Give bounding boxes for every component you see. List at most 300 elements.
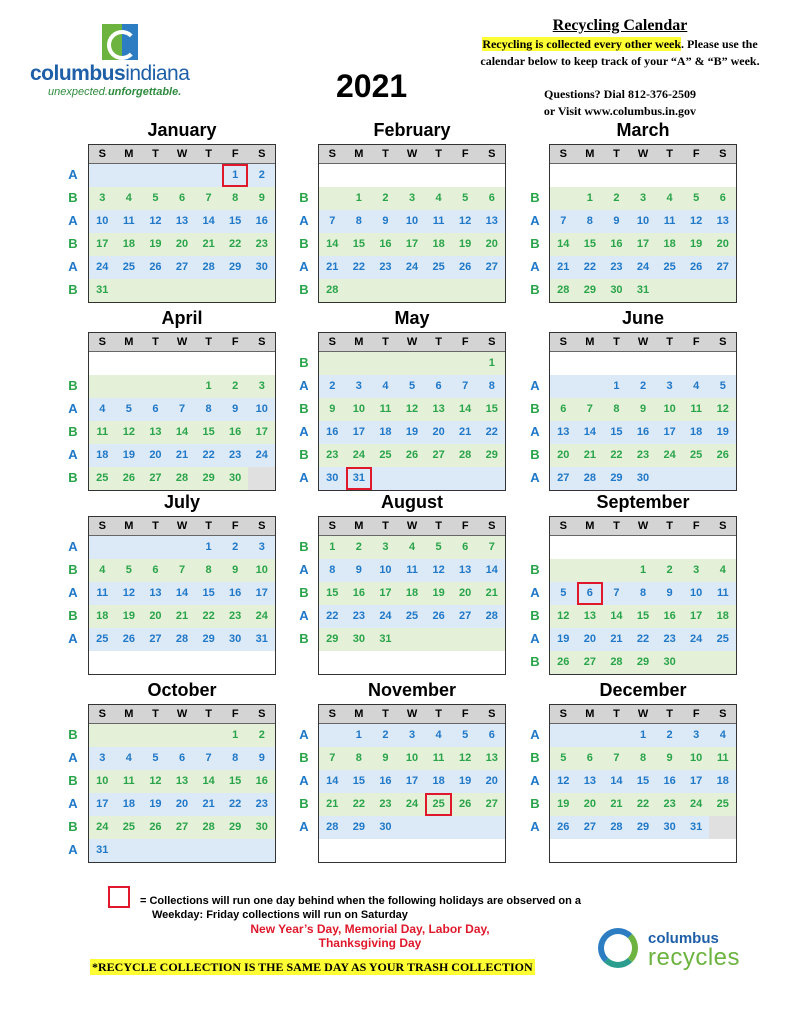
empty-cell — [89, 352, 116, 375]
day-cell: 30 — [379, 821, 392, 833]
day-cell: 4 — [719, 729, 726, 741]
day-cell: 18 — [96, 449, 109, 461]
day-cell: 4 — [666, 192, 673, 204]
day-cell: 27 — [583, 821, 596, 833]
weekday-label: F — [692, 336, 700, 348]
week-row — [89, 651, 275, 674]
empty-cell — [656, 352, 683, 375]
empty-cell — [399, 816, 426, 839]
day-cell: 13 — [149, 426, 162, 438]
day-cell: 21 — [610, 798, 623, 810]
empty-cell — [630, 164, 657, 187]
week-label-b: B — [530, 608, 540, 623]
empty-cell — [425, 651, 452, 674]
weekday-label: S — [328, 708, 336, 720]
day-cell: 6 — [560, 403, 567, 415]
month-title-march: March — [616, 120, 670, 140]
day-cell: 19 — [459, 238, 472, 250]
week-row — [319, 793, 505, 816]
day-cell: 21 — [485, 587, 498, 599]
week-label-a: A — [530, 378, 540, 393]
day-cell: 17 — [379, 587, 392, 599]
empty-cell — [346, 352, 373, 375]
week-label-b: B — [530, 190, 540, 205]
empty-cell — [195, 651, 222, 674]
week-row — [319, 164, 505, 187]
weekday-header — [319, 145, 505, 164]
day-cell: 3 — [639, 192, 647, 204]
day-cell: 17 — [690, 610, 703, 622]
day-cell: 18 — [690, 426, 703, 438]
empty-cell — [195, 724, 222, 747]
empty-cell — [425, 839, 452, 862]
empty-cell — [399, 279, 426, 302]
day-cell: 26 — [557, 821, 570, 833]
month-title-may: May — [394, 308, 430, 328]
week-row — [89, 398, 275, 421]
empty-cell — [372, 651, 399, 674]
empty-cell — [195, 279, 222, 302]
day-cell: 17 — [663, 426, 676, 438]
month-title-january: January — [147, 120, 217, 140]
week-row — [550, 279, 736, 302]
empty-cell — [222, 279, 249, 302]
week-label-b: B — [68, 378, 78, 393]
day-cell: 13 — [149, 587, 162, 599]
day-cell: 28 — [326, 821, 339, 833]
day-cell: 8 — [232, 752, 239, 764]
empty-cell — [478, 467, 505, 490]
empty-cell — [142, 375, 169, 398]
day-cell: 30 — [636, 472, 650, 484]
weekday-header — [550, 705, 736, 724]
day-cell: 1 — [355, 192, 362, 204]
day-cell: 19 — [690, 238, 703, 250]
week-row — [89, 444, 275, 467]
week-label-a: A — [68, 213, 78, 228]
week-row — [550, 816, 736, 839]
weekday-label: T — [613, 520, 620, 532]
empty-cell — [709, 164, 736, 187]
day-cell: 1 — [205, 380, 212, 392]
day-cell: 1 — [488, 357, 495, 369]
weekday-label: S — [559, 708, 567, 720]
instruction-line2: calendar below to keep track of your “A” & “B” week. — [480, 54, 760, 68]
day-cell: 15 — [485, 403, 498, 415]
empty-cell — [478, 816, 505, 839]
day-cell: 16 — [352, 587, 365, 599]
empty-cell — [425, 628, 452, 651]
day-cell: 19 — [149, 238, 162, 250]
day-cell: 15 — [326, 587, 339, 599]
day-cell: 21 — [326, 798, 339, 810]
month-grid-september — [549, 516, 737, 675]
weekday-label: S — [719, 520, 727, 532]
week-row — [89, 747, 275, 770]
day-cell: 22 — [485, 426, 498, 438]
week-row — [550, 187, 736, 210]
day-cell: 3 — [408, 729, 416, 741]
day-cell: 19 — [557, 633, 570, 645]
empty-cell — [116, 352, 143, 375]
day-cell: 5 — [152, 752, 159, 764]
week-label-a: A — [530, 585, 540, 600]
empty-cell — [603, 559, 630, 582]
day-cell: 1 — [639, 729, 647, 741]
weekday-label: W — [176, 148, 188, 160]
week-label-a: A — [68, 539, 78, 554]
day-cell: 10 — [663, 403, 676, 415]
weekday-label: S — [719, 148, 727, 160]
day-cell: 29 — [636, 821, 650, 833]
week-row — [550, 747, 736, 770]
day-cell: 17 — [405, 238, 419, 250]
month-title-september: September — [596, 492, 690, 512]
weekday-label: T — [382, 708, 389, 720]
day-cell: 27 — [149, 472, 162, 484]
day-cell: 19 — [716, 426, 729, 438]
empty-cell — [116, 536, 143, 559]
empty-cell — [577, 375, 604, 398]
month-grid-july — [88, 516, 276, 675]
day-cell: 4 — [125, 192, 132, 204]
empty-cell — [425, 467, 452, 490]
empty-cell — [319, 839, 346, 862]
week-label-a: A — [299, 470, 309, 485]
empty-cell — [319, 651, 346, 674]
day-cell: 9 — [666, 752, 673, 764]
day-cell: 18 — [96, 610, 109, 622]
week-label-b: B — [299, 401, 309, 416]
week-label-b: B — [68, 190, 78, 205]
day-cell: 10 — [255, 403, 268, 415]
day-cell: 6 — [577, 582, 604, 605]
week-row — [550, 164, 736, 187]
empty-cell — [319, 164, 346, 187]
weekday-label: M — [585, 336, 595, 348]
weekday-label: W — [406, 708, 418, 720]
weekday-label: S — [98, 520, 106, 532]
day-cell: 12 — [557, 610, 570, 622]
day-cell: 30 — [663, 656, 676, 668]
day-cell: 19 — [122, 449, 135, 461]
weekday-label: T — [666, 148, 673, 160]
day-cell: 28 — [583, 472, 596, 484]
empty-cell — [142, 164, 169, 187]
month-grid-march — [549, 144, 737, 303]
empty-cell — [425, 279, 452, 302]
day-cell: 14 — [557, 238, 570, 250]
week-label-a: A — [299, 608, 309, 623]
weekday-label: M — [585, 520, 595, 532]
day-cell: 7 — [613, 752, 620, 764]
day-cell: 2 — [613, 192, 620, 204]
week-row — [319, 279, 505, 302]
empty-cell — [577, 164, 604, 187]
week-label-a: A — [530, 470, 540, 485]
day-cell: 20 — [459, 587, 472, 599]
day-cell: 8 — [613, 403, 620, 415]
empty-cell — [142, 651, 169, 674]
week-row — [89, 467, 275, 490]
day-cell: 14 — [202, 215, 215, 227]
day-cell: 16 — [229, 587, 242, 599]
weekday-label: M — [124, 520, 134, 532]
day-cell: 2 — [329, 380, 336, 392]
day-cell: 20 — [485, 775, 498, 787]
week-label-a: A — [299, 424, 309, 439]
week-row — [319, 605, 505, 628]
weekday-label: T — [205, 520, 212, 532]
trash-day-notice: *RECYCLE COLLECTION IS THE SAME DAY AS YOUR TRASH COLLECTION — [92, 960, 533, 974]
week-label-b: B — [530, 750, 540, 765]
day-cell: 28 — [202, 261, 215, 273]
day-cell: 11 — [663, 215, 676, 227]
empty-cell — [169, 724, 196, 747]
week-label-b: B — [299, 282, 309, 297]
day-cell: 16 — [326, 426, 339, 438]
day-cell: 12 — [122, 426, 135, 438]
day-cell: 9 — [639, 403, 647, 415]
day-cell: 4 — [408, 541, 416, 553]
day-cell: 3 — [693, 729, 700, 741]
empty-cell — [319, 352, 346, 375]
week-row — [319, 210, 505, 233]
weekday-label: S — [98, 336, 106, 348]
day-cell: 7 — [560, 215, 567, 227]
empty-cell — [577, 559, 604, 582]
day-cell: 16 — [379, 775, 392, 787]
week-label-b: B — [68, 424, 78, 439]
day-cell: 23 — [255, 798, 268, 810]
day-cell: 24 — [96, 821, 109, 833]
day-cell: 30 — [610, 284, 623, 296]
day-cell: 21 — [583, 449, 596, 461]
empty-cell — [399, 839, 426, 862]
week-label-a: A — [68, 401, 78, 416]
weekday-label: M — [585, 708, 595, 720]
day-cell: 20 — [583, 798, 596, 810]
weekday-label: T — [666, 708, 673, 720]
week-row — [89, 536, 275, 559]
week-row — [89, 839, 275, 862]
day-cell: 20 — [432, 426, 445, 438]
month-title-february: February — [373, 120, 451, 140]
day-cell: 7 — [586, 403, 593, 415]
day-cell: 21 — [459, 426, 472, 438]
day-cell: 15 — [352, 238, 365, 250]
day-cell: 11 — [432, 215, 445, 227]
day-cell: 29 — [583, 284, 596, 296]
week-row — [550, 559, 736, 582]
day-cell: 25 — [122, 821, 135, 833]
day-cell: 2 — [258, 729, 265, 741]
week-row — [319, 256, 505, 279]
day-cell: 28 — [610, 821, 623, 833]
week-label-a: A — [68, 167, 78, 182]
page-title: Recycling Calendar — [552, 17, 688, 34]
empty-cell — [399, 651, 426, 674]
day-cell: 14 — [202, 775, 215, 787]
weekday-label: T — [382, 148, 389, 160]
day-cell: 4 — [99, 403, 106, 415]
day-cell: 13 — [175, 215, 189, 227]
month-grid-november — [318, 704, 506, 863]
day-cell: 16 — [636, 426, 650, 438]
day-cell: 10 — [405, 215, 419, 227]
empty-cell — [195, 352, 222, 375]
day-cell: 31 — [690, 821, 703, 833]
day-cell: 18 — [663, 238, 676, 250]
day-cell: 12 — [149, 775, 162, 787]
week-row — [89, 187, 275, 210]
week-row — [550, 421, 736, 444]
empty-cell — [709, 279, 736, 302]
day-cell: 29 — [229, 821, 242, 833]
empty-cell — [709, 839, 736, 862]
day-cell: 10 — [690, 587, 703, 599]
day-cell: 14 — [485, 564, 498, 576]
day-cell: 7 — [329, 752, 336, 764]
day-cell: 12 — [149, 215, 162, 227]
empty-cell — [346, 651, 373, 674]
day-cell: 24 — [636, 261, 650, 273]
weekday-label: T — [435, 520, 442, 532]
weekday-label: F — [461, 708, 469, 720]
week-row — [550, 605, 736, 628]
empty-cell — [142, 279, 169, 302]
day-cell: 8 — [639, 752, 647, 764]
day-cell: 16 — [610, 238, 623, 250]
week-row — [550, 839, 736, 862]
weekday-header — [550, 145, 736, 164]
day-cell: 8 — [205, 564, 212, 576]
empty-cell — [550, 536, 577, 559]
day-cell: 30 — [229, 633, 242, 645]
empty-cell — [116, 375, 143, 398]
week-label-b: B — [68, 236, 78, 251]
month-grid-february — [318, 144, 506, 303]
day-cell: 22 — [229, 798, 242, 810]
columbus-c-logo-icon — [102, 24, 138, 60]
day-cell: 18 — [122, 798, 135, 810]
week-label-a: A — [68, 842, 78, 857]
month-grid-may — [318, 332, 506, 491]
weekday-label: W — [637, 708, 649, 720]
day-cell: 1 — [205, 541, 212, 553]
day-cell: 19 — [432, 587, 445, 599]
weekday-label: F — [692, 148, 700, 160]
day-cell: 17 — [96, 238, 109, 250]
day-cell: 11 — [379, 403, 392, 415]
day-cell: 5 — [152, 192, 159, 204]
day-cell: 2 — [232, 541, 239, 553]
month-grid-april — [88, 332, 276, 491]
month-title-november: November — [367, 680, 457, 700]
day-cell: 27 — [485, 261, 498, 273]
empty-cell — [425, 352, 452, 375]
week-label-a: A — [68, 259, 78, 274]
day-cell: 16 — [255, 775, 268, 787]
day-cell: 22 — [352, 261, 365, 273]
empty-cell — [478, 839, 505, 862]
weekday-label: T — [205, 148, 212, 160]
weekday-label: T — [435, 336, 442, 348]
day-cell: 20 — [149, 610, 162, 622]
weekday-label: T — [152, 336, 159, 348]
day-cell: 24 — [255, 449, 268, 461]
empty-cell — [709, 536, 736, 559]
empty-cell — [452, 352, 479, 375]
week-label-b: B — [530, 654, 540, 669]
holiday-legend-text: = Collections will run one day behind when the following holidays are observed on a Weekday: Friday collections will run on Saturday — [140, 895, 581, 921]
week-label-b: B — [299, 190, 309, 205]
week-row — [89, 605, 275, 628]
empty-cell — [346, 164, 373, 187]
day-cell: 27 — [557, 472, 570, 484]
website-link[interactable]: or Visit www.columbus.in.gov — [543, 104, 697, 118]
day-cell: 26 — [459, 261, 472, 273]
day-cell: 6 — [152, 403, 159, 415]
weekday-label: T — [435, 148, 442, 160]
day-cell: 6 — [435, 380, 442, 392]
day-cell: 14 — [459, 403, 472, 415]
weekday-label: T — [205, 336, 212, 348]
day-cell: 28 — [485, 610, 498, 622]
day-cell: 3 — [258, 380, 265, 392]
day-cell: 9 — [355, 564, 362, 576]
day-cell: 11 — [123, 775, 135, 787]
day-cell: 11 — [96, 587, 109, 599]
empty-cell — [452, 816, 479, 839]
empty-cell — [577, 839, 604, 862]
empty-cell — [248, 839, 275, 862]
weekday-label: S — [98, 148, 106, 160]
empty-cell — [346, 839, 373, 862]
day-cell: 24 — [352, 449, 365, 461]
empty-cell — [550, 839, 577, 862]
day-cell: 26 — [716, 449, 729, 461]
day-cell: 21 — [326, 261, 339, 273]
empty-cell — [550, 187, 577, 210]
empty-cell — [656, 536, 683, 559]
day-cell: 9 — [329, 403, 336, 415]
day-cell: 26 — [690, 261, 703, 273]
empty-cell — [169, 375, 196, 398]
day-cell: 31 — [255, 633, 268, 645]
day-cell: 27 — [459, 610, 472, 622]
day-cell: 26 — [459, 798, 472, 810]
day-cell: 8 — [488, 380, 495, 392]
day-cell: 31 — [636, 284, 650, 296]
day-cell: 24 — [379, 610, 392, 622]
weekday-label: S — [488, 336, 496, 348]
weekday-label: S — [559, 520, 567, 532]
columbus-indiana-logo — [30, 22, 220, 102]
empty-cell — [116, 724, 143, 747]
day-cell: 17 — [96, 798, 109, 810]
day-cell: 19 — [149, 798, 162, 810]
day-cell: 26 — [122, 633, 135, 645]
day-cell: 15 — [229, 215, 242, 227]
month-grid-october — [88, 704, 276, 863]
weekday-label: W — [637, 148, 649, 160]
day-cell: 12 — [716, 403, 729, 415]
day-cell: 8 — [329, 564, 336, 576]
day-cell: 23 — [255, 238, 268, 250]
day-cell: 14 — [610, 775, 623, 787]
empty-cell — [683, 279, 710, 302]
